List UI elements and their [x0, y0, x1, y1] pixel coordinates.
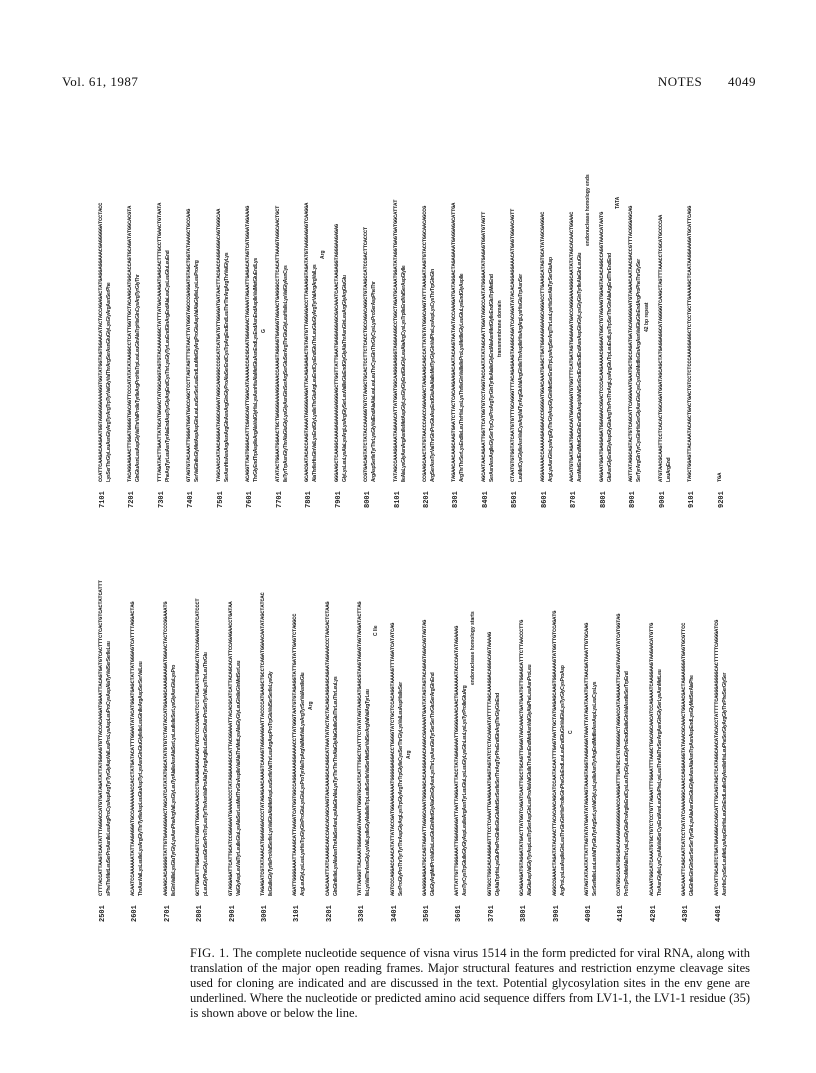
amino-acid-line: ThrGlyEndTrpAspIleArgAlaValGlyHisLysAsnHisAlaMetGluAsnEndLysEndAsnEndAspIleValMetGluEndLys: [253, 258, 260, 482]
sequence-position: 2801: [196, 905, 205, 922]
sequence-position: 7401: [187, 491, 196, 508]
nucleotide-line: ACAATCCAAAAAATATTAAGAGGATGCCAAAAAAACCACCTATGATACATTTGGAATATACATGGATGAGCTATTATGGGAGTCATTTTAGGACTAG: [130, 601, 137, 896]
nucleotide-line: TAGCTGGAGTTACAAATACAGCTGACTGACTGTCCTCTCCCAAAGGAGGCTCTCCTGCTTGAAAAGCTCAATAAGGAAAGATGCATTCAGG: [687, 205, 694, 482]
sequence-position: 3901: [552, 905, 561, 922]
nucleotide-line: GAAGGGAGAATGCCAGTAGAATTAGAGCAAATGGGAGCACAAGGAAACAAGACGAAAAATGAATATAGTAGTACAGAGTAGACAGTAGTAG: [422, 619, 428, 896]
sequence-position: 8001: [364, 491, 373, 508]
sequence-position: 3001: [261, 905, 269, 922]
amino-acid-line: ArgLysAsnGlnLysArgGlyThrGlyAspGlyGlnMetSerEndTrpLysArgSerArgThrLeuLysHisSerAlaTyrSerGluAsp: [547, 257, 554, 482]
amino-acid-line: SerAsnHisAsnArgAsnArgGlnAsnArgGlnGlyProAlaSerEndCysTrpArgEndEndLeuThrThrArgArgThrValGlyLys: [223, 252, 230, 482]
nucleotide-line: ATATACTGGAATGGAACTGCTGAGGGAAAAGGAAACCAAAGTAGGAGTGAGAGTAGAACTGAGGGCCTTCACATTAAAGTAGGCAACTGCT: [274, 205, 281, 482]
nucleotide-line: ATGTAACGCAAGTTCCTCACACTGGCAGATGGATAGCAGCTATGAGGAGGCATAGGGGTCAAGCTAGTTTAAACCTCGCATGCCCCAA: [657, 214, 664, 482]
sequence-figure: [98, 112, 746, 928]
sequence-block: [717, 116, 746, 508]
sequence-position: 8201: [423, 491, 431, 508]
sequence-annotation: 42 bp repeat: [644, 302, 651, 332]
sequence-position: 4301: [682, 905, 691, 922]
amino-acid-line: pLeuGlyPheGlyLeuGlnSerProTrpLeuTyrThrAsnValProAlaTyrArgArgIleLeuSerGlnAsnProSerTyrValLysThrLeuThrGlu: [203, 652, 210, 896]
amino-acid-line: GlnGlnIleIleLysAlaAsnThrAlaSerAsnLysAlaGlnAlaLysTyrThrThrThrAlaGlyAlaGluIleGluThrLeuThrLeuLys: [332, 676, 339, 896]
sequence-position: 2701: [163, 905, 172, 922]
sequence-position: 4101: [617, 905, 626, 922]
sequence-annotation: TATA: [614, 196, 621, 209]
sequence-annotation: G: [261, 329, 268, 333]
amino-acid-line: AsnTyrCysTrpGluIleGlyGlyAspLeuIleArgAsnTyrLeuGluLysLeuGlyLysGlnLeuLysLysTyrProIleGluArg: [462, 685, 469, 896]
sequence-annotation: Arg: [320, 250, 327, 259]
amino-acid-line: IleLysValThrAsnGlyLysValLysIleGlyAlaIleIleTrpLeuIleSerIleValSerMetSerValSerArgValValArgTyrLeu: [365, 689, 372, 896]
nucleotide-line: AGGCCGAAACTAGATATACAACTTACACAACAGCATCCAATACAATTTGAGTAATTGCTATGAGAGCAAGTGGAAAAGTATGGTTGTCCAGATG: [551, 610, 558, 896]
sequence-block: [714, 530, 746, 922]
amino-acid-line: IleTyrTrpAsnGlyThrAlaGluGlyLysGlyAsnGlnSerArgSerGluSerArgThrGluGlyLeuHisIleLysValGlyAsnCys: [282, 265, 289, 482]
amino-acid-line: sPheThrMetLeuSerProAsnIleLeuArgProCysAspArgTyrTyrGlyAspValLeuProLysAspLeuProCysAspAlaTyrValSerSerIleLeu: [106, 641, 112, 896]
amino-acid-line: IleGluIleGlyTyrIleProValSerIleLysValGluAlaMetAspLeuSerIleValThrLeuArgAspProTrpGluValSerSerIleLysGly: [268, 671, 274, 896]
sequence-position: 3801: [520, 905, 529, 922]
amino-acid-line: LysSerThrGlyLeuAsnGlyArgTyrArgTrpTyrValGlyValThrArgSerAsnGluGlyLysGlyArgAsnSerPhe: [106, 282, 112, 482]
nucleotide-line: TATAGCCAAAGGAAATAGAAACATTATGGATGGCAAGGGAGGGTAGGAAGGCCTGGCTAGATGCAAATGGATATAGGTGAGTGATGGCATTAT: [392, 199, 399, 482]
sequence-position: 3101: [293, 905, 302, 922]
sequence-position: 3501: [423, 905, 431, 922]
nucleotide-line: GGGAAGCTCAAGGCAAAGAGAAAAGAGGGAGCTTGGTTATTGAATGAGGAGGAGCGACAAATCAACTAAGAGGTAGGGAAGAGAG: [333, 224, 340, 482]
sequence-position: 3401: [390, 905, 399, 922]
nucleotide-line: CCGTGACAGTATCTATACCAAAGGTGTCTAAGCTGCACTCCTTCTCACCTGCCAGACAGGCTGTAAGCCATCCGACTTCACCCT: [363, 227, 370, 482]
sequence-position: 4401: [714, 905, 723, 922]
sequence-position: 9101: [688, 491, 697, 508]
nucleotide-line: ACAGGTTAGTGGGACATTCGAGCAGTTGGACATAAAAACCACGCAATGGAGAACTAGAAATAGAATTGAGACATAGTCATGGAATAGAAAG: [245, 205, 252, 482]
amino-acid-line: SerProGlyProThrTyrTyrThrAspGlyArgLysTrpGlyArgThrTrpGlyIleCysSerThrGlyLysValLeuAspHisIleSer: [397, 682, 404, 896]
amino-acid-line: GluGlyArgMetProValGluLeuGluGlnMetGlyAlaGlnGlyAsnLysThrLysAsnGluTyrSerSerThrGluSerArgGlnEnd: [430, 672, 436, 896]
sequence-position: 2601: [131, 905, 140, 922]
amino-acid-line: IleGlnValIleLysGluTyrGlyLysAsnPheArgValLysGlyLeuTyrAlaIleAsnAlaSerLysLeuIleIleSerLysGlyAsnGluLysPro: [170, 664, 177, 896]
figure-label: FIG. 1.: [190, 946, 230, 960]
amino-acid-line: ArgProLysLeuAspIleGlnLeuThrGlnGlnHisProIleGlnPheGluEndLeuLeuEndGluGlnValGluLysTyrGlyCysProAsp: [559, 665, 566, 896]
amino-acid-line: ThrAsnValLysLeuIleLysArgGlyThrTyrIleAspLeuGluAspTyrLysAsnGlnGluGlyIleIleLeuGlnIleArgAspSerSerValLeu: [138, 661, 145, 896]
sequence-position: 7601: [246, 491, 255, 508]
sequence-position: 8501: [511, 491, 520, 508]
nucleotide-line: GCAACGATACACCAAGTAAAATAGGGGAAGATTACAGAGAGACTGTAGTGTTAGGAGACCTTAGAAGGTAGATATGTAAGGAGAGTCAAGGA: [304, 202, 311, 482]
nucleotide-line: GAGAATGGATGAGGAGATGGAGAACGGACTCCCACAAGAAAACGGGAATGGCTGTAGAAGTGGAGTACACAGGCCAGGTAAACATAATG: [598, 211, 605, 482]
amino-acid-line: GlyAlaTrpHisLysGluPheProGlnIleGluGluMetSerSerIleSerThrArgTyrPheEndGlnArgThrGlyGlnEnd: [494, 693, 501, 896]
amino-acid-line: AlaGluAspValGlyTyrAspLeuTrpSerAspGlnLeuProAlaValGluIleThrAsnEndMetAsnValGlyAlaPheLeuAsnProLeu: [527, 664, 534, 896]
sequence-position: 2501: [99, 905, 107, 922]
amino-acid-line: ProTrpProMetAlaThrLysLysGlyGluProArgIleEndCysLeuTrpGlyLeuGlyProEndGluIleGlnValAsnIleSerTrpEnd: [624, 671, 631, 896]
sequence-position: 4201: [649, 905, 658, 922]
sequence-position: 7801: [305, 491, 314, 508]
sequence-position: 8701: [570, 491, 579, 508]
running-header-right: [636, 74, 756, 90]
amino-acid-line: IleAlaLysGlyAsnArgAsnIleMetAspGlyLysGlyGlyEndGluGlyLeuAlaArgCysLysTrpIleEndValSerAspGlyIle: [400, 265, 407, 482]
sequence-position: 8301: [452, 491, 461, 508]
sequence-column-right: [98, 116, 746, 508]
amino-acid-line: ArgSerAsnTyrValThrGlnProGluAspEndGluAlaAlaIleMetTyrGlyGlnValPheLysAspLysCysThrTrpGlnGln: [430, 269, 436, 482]
nucleotide-line: CCATTCAAGACAAGAATGGTAGGAGGAAAAGGTGGTATGGTAGTGGAACATACTACCAGAGACTATGAGGAGGAAACGAGGGGGATCCTACC: [98, 202, 104, 482]
nucleotide-line: TGA: [716, 472, 723, 482]
nucleotide-line: CCGAAGCAACTATGTAACCCAACCAGAAGACTAAGAAGCAGCCATTATGTATGGACAAGTATTTAAAGATAAGTGTACCTGGCAACAGCCG: [422, 205, 428, 482]
nucleotide-line: AATCATTGCAGTCTGATGAAGGACCAGCATTTGCAGTAGCTCATAGGCAACATACACCTATTTTCAGGGAGGGGCACTTTTTCAGGGATCG: [713, 619, 720, 896]
nucleotide-line: AGTCCCAGGACCAACATATTATACCGATGGAAGAAAATGGGGGAGGACCTGGGGTATCTGCTCCACAGGTAAAAGTTTAGATCATATCAG: [389, 622, 396, 896]
running-header-volume: Vol. 61, 1987: [62, 74, 139, 89]
nucleotide-line: CAACAAATTATCAAAGCAACCAACACAGCAAGTAACAAAGCACAGGCATAAATATACTACTACAGCAGGAGCAGAATAGAAACCCTAACACTCTAAG: [324, 601, 331, 896]
nucleotide-line: AGATTGGGGAAATTAAAGCATTAAGATCATGGTGGCCAGGAAAAGGAAAACCTTATGGGTAATGTGTAGAGGTATTGATATTGAGTCTAGGCC: [292, 613, 299, 896]
nucleotide-line: GAACAAATTCAGCAATCATCCTCATATCAAAAGGCAAACCAGGAAGGTATAAACGCAAACTGGAACGACTAGAAGGGATGAGTGCGTTCC: [681, 622, 688, 896]
caption-text: The complete nucleotide sequence of visna virus 1514 in the form predicted for viral RNA, along with translation of the major open reading frames. Major structural features and restriction enzyme cleavage sites used for cloning are indicated and are discussed in the text. Potential glycosylation sites in the env gene are underlined. Where the nucleotide or predicted amino acid sequence differs from LV1-1, the LV1-1 residue (35) is shown above or below the line.: [190, 946, 750, 1020]
nucleotide-line: GTAGTGTACAAATTGGGATGGATGACCAGCTCCTTAGTAGTTTGTAACTTATGGGTAGCCCGAGGATGTAGCTGGTATAAAGCTGCCAAG: [186, 208, 193, 482]
nucleotide-line: AAGAGCACAGGGGTATTGTGAAAGGAACTAGCATCATATATGGCATATGTGTCTAGTACCATGGAAGCAAAGAAAGATGGAACTACTCCCGGAAATG: [162, 601, 169, 896]
nucleotide-line: GTAGGAGATTCATTGCATCCGGAGAATGAAAACCCTATAGGAAAGCCATTACGGAAATTACACGCATCATTACAGCACATTCCAGAGAACCTGATAA: [227, 601, 234, 896]
nucleotide-line: CCATGGCCAATGGCGACAAAGAAGGGGGAACCAAGGATTTGATGCCTATGGGGACTAGGACCATAAGAAATTCAAGTAAACATATCATGGTAG: [616, 613, 623, 896]
nucleotide-line: AATTATTGTTGGGAAATTGGAGGAGATTAATTAGGAATTACCTATAGAGAAATTGGGGAAACAACTGAAAAAATACCCAATATAGAAAG: [454, 625, 461, 896]
sequence-position: 7201: [128, 491, 137, 508]
nucleotide-line: TATTAAGGTTACAAATGGGAAAGTAAAATTGGGTGCCATCATTTGGCTCATTTCTATATAGTAAGCATGAGCGTAAGTAGAGTAGTAAGATACTTAG: [357, 601, 364, 896]
nucleotide-line: GCTTGGATTTGGACAGTCCTAGGTTGGAAACAACCCTGAAGAGAACAACTACCTCCCAAACTCCTTACAATCTGAGACTATCCAGAAGTATCATCCCT: [195, 598, 202, 896]
sequence-position: 3201: [325, 905, 334, 922]
nucleotide-line: TAGCAACCATAACAGGAATAGGCAGAATAGGCAAGGGCCCGCATCATGATGTTGGAGATGATAACTTACGACCAGGAGGACAGTGGGCAA: [215, 208, 222, 482]
sequence-position: 7301: [157, 491, 166, 508]
nucleotide-line: CTTTACCATTAAGTCAATATTTAGGACCATGTGATAGATATTATGGAAGTGTTACCACAAGATGGAATTACAGTGATGTCACTTTCTCACTGTCACTATCATTT: [98, 580, 104, 896]
amino-acid-line: LeuMetCysGlyIleAsnValCysArgValTyrArgGluValArgGlnIleThrAspIleHisArgArgLysHisGluTrpAsnSer: [518, 274, 525, 482]
sequence-position: 9201: [717, 491, 726, 508]
section-title: NOTES: [657, 74, 703, 89]
amino-acid-line: GlnGluAsnLeuAspGlyValThrValProIleTyrIleArgProHisTrpLeuLeuGlnAlaTrpHisGlnCysArgTyrGlyThr: [135, 274, 142, 482]
nucleotide-line: TACAGGAGAACTTGGATGGGGTGACAGTTCCCATATATATAAGGCCTCATTGGTTGCTACAAGCATGGCACCAGTGCAGATATGGCACGTA: [127, 205, 134, 482]
amino-acid-line: SerValGlnIleGlyMetAspAspGlnLeuLeuSerSerLeuEndLeuMetGlyArgProGluAspValAlaGlyIleLysLeuProArg: [194, 260, 201, 482]
nucleotide-line: TAGAACAACAAGCAAGTGAATCTTACTCACAAGAAGACAATACAAGTAATAATACCAAAGATGATAGGACTAGAGAAATGAGGAGACATTGA: [451, 202, 458, 482]
sequence-position: 7901: [334, 491, 343, 508]
sequence-column-left: [98, 530, 746, 922]
amino-acid-line: GluAsnGlyEndGlyAspGlyGluArgThrProThrArgLysArgGluTrpLeuEndLysTrpSerThrGlnAlaArgEndThrEndEnd: [606, 253, 613, 482]
amino-acid-line: AsnMetEndEndMetGluGlnEndGluAspValValSerEndEndEndEndAsnAspGlnGlyLysGlyGlnTyrIleAlaGlnLeuGlu: [577, 252, 584, 482]
nucleotide-line: AACATGTGATAGATGGAACAATGAGAAGATGTGGTTTCATGATAGTGAGAAATGACCAGGGAAAGGGCAATATATAGCACAACTGGAAC: [569, 211, 576, 482]
nucleotide-line: AGTAGTATAATATTATTAGTATATGAATATAGAAGTAAAGTAGGTAAGAAGATAAATTATAGATAAATGATTAACGATAAATTGTGCAAG: [584, 622, 590, 896]
sequence-position: 3601: [455, 905, 464, 922]
sequence-position: 3301: [358, 905, 367, 922]
sequence-annotation: Arg: [308, 701, 315, 710]
nucleotide-line: AGCAATAACAGAATTGGTTCATGGTGTCCTAGGTACCAATATATAGCAATTGGATAGGCCAATATGGGAATATGAGAGTGGATGTAGTT: [480, 211, 487, 482]
nucleotide-line: CTAATGTGTGGTATCAATGTGTTTGCAGGGTTTACAGAGAAGTAAGGCAGATCACAGATATACACAGGAGGAAACATGAGTGGAACAGTT: [510, 208, 517, 482]
sequence-annotation: Arg: [405, 750, 412, 759]
sequence-position: 8401: [481, 491, 490, 508]
nucleotide-line: AGTTATAGGCAGTACTGTCAGCATTCAGGAAATGAATGCTGCCAGATGATACAGAGGAATGTAGAACAATAACGACCGTTTACGGGAGCAG: [628, 205, 635, 482]
sequence-position: 7101: [99, 491, 107, 508]
sequence-position: 4001: [585, 905, 593, 922]
nucleotide-line: ACAAATGGCATCAAATGTGCTGTCTCCTGTTAGAATTTGGAATTTAAGCTGACAGCAACATCCAGAAATCAAGGAAGTAAGAACATGTTG: [648, 622, 655, 896]
sequence-annotation: C Ile: [373, 625, 380, 636]
amino-acid-line: AlaThrIleHisGlnValLysEndGlyLysIleThrGluArgLeuEndCysEndGluThrLeuGluGlyArgTyrValArgArgValLys: [312, 264, 319, 482]
sequence-position: 7501: [216, 491, 225, 508]
sequence-annotation: endonuclease homology ends: [585, 174, 592, 246]
sequence-position: 2901: [228, 905, 237, 922]
amino-acid-line: ArgLeuGlyLysLeuLysHisTrpGlyGlnProGluLysGluLysProTyrAlaTrpArgValMetValLysArgTyrSerValAsnIleGlu: [300, 672, 307, 896]
amino-acid-line: SerTyrArgGlnTyrCysGlnHisSerGlyAsnGluCysCysGlnMetIleGlnArgAsnValGluGlnEndArgProPheThrGlySer: [636, 259, 643, 482]
amino-acid-line: SerSerIleIleLeuLeuValTyrGluTyrArgSerLysValGlyLysLysIleAsnTyrArgEndMetIleAsnAspLysLeuCysLys: [592, 681, 598, 896]
sequence-position: 7701: [275, 491, 284, 508]
amino-acid-line: ValGlyAspLeuValTyrLeuIleGluLysAlaSerLeuMetThrGlnAspIleValAlaThrMetLysAlaGlyGlyLeuGlnIleGlnMetSerLeu: [235, 660, 242, 896]
amino-acid-line: SerAsnAsnArgIleGlySerTrpCysProArgTyrGlnTyrIleAlaIleGlyEndAlaAsnMetGlyIleEndGluTrpMetEnd: [488, 274, 495, 482]
nucleotide-line: GCAGAAGATGTAGGATATGACTTATGGTCAGATCAATTGCCTGCAGTTGAGATAACAAACTGATGAATGTTGGAGCATTTCTTAACCCTTG: [519, 619, 526, 896]
nucleotide-line: TTTAGATACTTGAATTATGCATGAGACTATGGCAGGTAGTGTACAAAAGGCTATTTATGACAAAGATGAGCACTTTGCCTTGAACTGTAATA: [156, 202, 163, 482]
sequence-position: 8601: [540, 491, 549, 508]
amino-acid-line: ThrAsnGlyIleLysCysAlaValSerCysEndAsnLeuGluPheLysLeuThrAlaThrSerArgAsnGlnGlySerLysAsnMetLeu: [656, 669, 663, 896]
rotated-sequence-listing: [98, 112, 746, 928]
amino-acid-line: AsnHisCysSerLeuMetLysAspGlnHisLeuGlnEndLeuIleGlyAsnIleHisLeuPheSerGlyArgGlyThrPheSerGlySer: [721, 672, 728, 896]
amino-acid-line: ArgThrThrSerLysEndIleLeuThrHisLysLysThrIleGlnValIleIleProLysMetIleGlyLeuGluLysEndGlyAspIle: [459, 273, 466, 482]
sequence-position: 9001: [658, 491, 667, 508]
amino-acid-line: LeuArgEnd: [665, 457, 672, 482]
amino-acid-line: PheArgTyrLeuAsnTyrAlaEndAspTyrGlyArgEndCysThrLysGlyTyrLeuEndGlnArgEndAlaLeuCysLeuGluLeuEnd: [164, 250, 171, 482]
sequence-position: 8101: [393, 491, 402, 508]
page-number: 4049: [728, 74, 756, 89]
figure-caption: [190, 946, 750, 1021]
sequence-annotation: endonuclease homology starts: [470, 611, 477, 685]
nucleotide-line: AGGAAAAACCAAAAAGAGGAACCGGGGATGGACAAATGAGCTGATGGAAGAGAAGCAGGACCTTGAAGCATAGTGCATATAGCGAGGAC: [539, 211, 546, 482]
nucleotide-line: TAGAGATCGTATAAACATGGAGAGACCCTATAGAGAACAAAGTCAAAGTAGGAAGAATTACCCCATGAAGCTGCCTCAGATGGAACAATATAGCTATCAC: [260, 592, 266, 896]
nucleotide-line: GGTGCCTGGCACAAGGAGTTTCCTCAAATTGAAGAAATGAGTAGTATCTCTACAAGATATTTTTAGCAAAGGACAGGACAGTAAAAG: [486, 631, 493, 896]
sequence-position: 8801: [599, 491, 608, 508]
amino-acid-line: GluGlnIleGlnGlnSerSerSerTyrGlnLysAlaAsnGlnGluGlyIleAsnAlaAsnTrpAsnAspEndLysGlyMetSerAlaPhe: [689, 675, 696, 896]
amino-acid-line: ArgAspSerIleTyrThrLysGlyValEndAlaAlaLeuLeuLeuThrCysGlnThrGlyCysLysProSerAspPheThr: [371, 281, 378, 482]
sequence-annotation: C: [567, 730, 574, 734]
sequence-position: 3701: [487, 905, 496, 922]
sequence-annotation: transmembrane domain: [496, 300, 503, 357]
amino-acid-line: GlyLysLeuLysAlaLysArgLysArgGlySerLeuValIleGluEndGlyGlyAlaThrAsnGlnLeuArgGlyArgGluGlu: [341, 275, 348, 482]
sequence-position: 8901: [629, 491, 638, 508]
